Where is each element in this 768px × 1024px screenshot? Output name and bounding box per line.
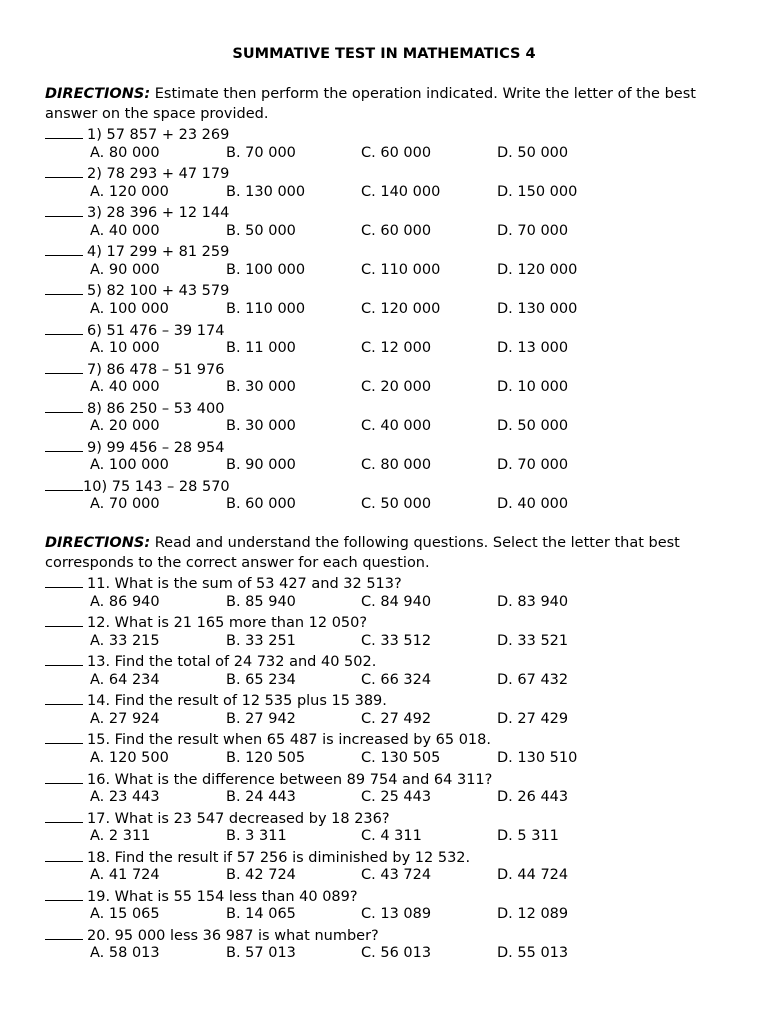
- answer-blank[interactable]: [45, 163, 83, 178]
- question-line: [45, 163, 229, 185]
- question-text: 13. Find the total of 24 732 and 40 502.: [87, 654, 377, 671]
- answer-blank[interactable]: [45, 437, 83, 452]
- question-text: 4) 17 299 + 81 259: [87, 244, 230, 261]
- answer-blank[interactable]: [45, 573, 83, 588]
- question-text: 16. What is the difference between 89 754 and 64 311?: [87, 771, 493, 788]
- choice-a: A. 15 065: [90, 906, 160, 923]
- choice-d: D. 27 429: [497, 710, 569, 727]
- choice-d: D. 83 940: [497, 593, 569, 610]
- question-line: [45, 359, 224, 381]
- question-item: [45, 124, 745, 163]
- choice-c: C. 27 492: [361, 710, 432, 727]
- choice-a: A. 2 311: [90, 828, 151, 845]
- answer-blank[interactable]: [45, 690, 83, 705]
- choice-c: C. 84 940: [361, 593, 432, 610]
- question-item: [45, 729, 745, 768]
- answer-blank[interactable]: [45, 886, 83, 901]
- choice-c: C. 13 089: [361, 906, 432, 923]
- question-line: [45, 690, 387, 712]
- directions-text: Estimate then perform the operation indicated. Write the letter of the best answer on the space provided.: [45, 86, 696, 122]
- choice-b: B. 42 724: [226, 867, 296, 884]
- question-line: [45, 437, 224, 459]
- choice-b: B. 14 065: [226, 906, 296, 923]
- choice-a: A. 80 000: [90, 144, 160, 161]
- choice-b: B. 27 942: [226, 710, 296, 727]
- question-text: 17. What is 23 547 decreased by 18 236?: [87, 810, 390, 827]
- question-line: [45, 124, 229, 146]
- question-line: [45, 769, 492, 791]
- choice-a: A. 27 924: [90, 710, 160, 727]
- question-line: [45, 476, 230, 498]
- choice-b: B. 90 000: [226, 457, 296, 474]
- choice-d: D. 130 510: [497, 749, 578, 766]
- choice-b: B. 30 000: [226, 379, 296, 396]
- question-item: [45, 320, 745, 359]
- directions-label: DIRECTIONS:: [45, 535, 151, 551]
- choice-b: B. 70 000: [226, 144, 296, 161]
- question-line: [45, 398, 224, 420]
- choice-d: D. 55 013: [497, 945, 569, 962]
- question-line: [45, 808, 390, 830]
- choice-b: B. 24 443: [226, 789, 296, 805]
- question-line: [45, 320, 224, 342]
- answer-blank[interactable]: [45, 202, 83, 217]
- choice-a: A. 120 500: [90, 749, 169, 766]
- question-item: [45, 163, 745, 202]
- question-text: 15. Find the result when 65 487 is increased by 65 018.: [87, 732, 491, 749]
- question-line: [45, 847, 470, 869]
- directions-label: DIRECTIONS:: [45, 86, 151, 102]
- choice-a: A. 41 724: [90, 867, 160, 884]
- answer-blank[interactable]: [45, 729, 83, 744]
- choice-b: B. 65 234: [226, 671, 296, 688]
- question-line: [45, 280, 229, 302]
- question-text: 10) 75 143 – 28 570: [83, 478, 230, 495]
- question-text: 9) 99 456 – 28 954: [87, 439, 225, 456]
- choice-c: C. 110 000: [361, 261, 441, 278]
- answer-blank[interactable]: [45, 808, 83, 823]
- question-item: [45, 886, 745, 925]
- choice-d: D. 120 000: [497, 261, 578, 278]
- choice-d: D. 33 521: [497, 632, 569, 649]
- choice-d: D. 70 000: [497, 222, 569, 239]
- choice-a: A. 90 000: [90, 261, 160, 278]
- answer-blank[interactable]: [45, 359, 83, 374]
- choice-d: D. 150 000: [497, 183, 578, 200]
- choice-a: A. 120 000: [90, 183, 169, 200]
- question-line: [45, 886, 358, 908]
- choice-c: C. 40 000: [361, 418, 432, 435]
- question-line: [45, 925, 379, 947]
- choice-d: D. 50 000: [497, 418, 569, 435]
- choice-c: C. 120 000: [361, 300, 441, 317]
- choice-a: A. 64 234: [90, 671, 160, 688]
- question-item: [45, 651, 745, 690]
- choice-c: C. 43 724: [361, 867, 432, 884]
- question-text: 11. What is the sum of 53 427 and 32 513?: [87, 576, 402, 592]
- question-item: [45, 280, 745, 319]
- choice-d: D. 70 000: [497, 457, 569, 474]
- answer-blank[interactable]: [45, 398, 83, 413]
- choice-d: D. 26 443: [497, 789, 569, 805]
- question-item: [45, 925, 745, 964]
- question-text: 1) 57 857 + 23 269: [87, 127, 230, 143]
- choice-b: B. 57 013: [226, 945, 296, 962]
- choice-c: C. 60 000: [361, 144, 432, 161]
- choice-a: A. 33 215: [90, 632, 160, 649]
- question-text: 6) 51 476 – 39 174: [87, 322, 225, 339]
- choice-d: D. 13 000: [497, 340, 569, 356]
- question-line: [45, 612, 367, 634]
- question-text: 20. 95 000 less 36 987 is what number?: [87, 927, 379, 944]
- choice-b: B. 120 505: [226, 749, 306, 766]
- choice-c: C. 60 000: [361, 222, 432, 239]
- answer-blank[interactable]: [45, 280, 83, 295]
- question-item: [45, 241, 745, 280]
- answer-blank[interactable]: [45, 241, 83, 256]
- directions-part-2: [45, 534, 735, 573]
- question-item: [45, 690, 745, 729]
- answer-blank[interactable]: [45, 124, 83, 139]
- choice-d: D. 67 432: [497, 671, 569, 688]
- question-text: 8) 86 250 – 53 400: [87, 400, 225, 417]
- choice-a: A. 86 940: [90, 593, 160, 610]
- choice-d: D. 5 311: [497, 828, 559, 845]
- choice-c: C. 130 505: [361, 749, 441, 766]
- choice-b: B. 33 251: [226, 632, 296, 649]
- choice-a: A. 40 000: [90, 222, 160, 239]
- choice-a: A. 23 443: [90, 789, 160, 805]
- question-text: 3) 28 396 + 12 144: [87, 205, 230, 222]
- question-line: [45, 573, 402, 595]
- choice-a: A. 70 000: [90, 496, 160, 513]
- question-line: [45, 729, 491, 751]
- answer-blank[interactable]: [45, 925, 83, 940]
- answer-blank[interactable]: [45, 651, 83, 666]
- choice-c: C. 66 324: [361, 671, 432, 688]
- directions-text: Read and understand the following questions. Select the letter that best corresponds to the correct answer for each question.: [45, 535, 680, 571]
- choice-c: C. 25 443: [361, 789, 432, 805]
- question-item: [45, 476, 745, 515]
- question-item: [45, 398, 745, 437]
- choice-c: C. 50 000: [361, 496, 432, 513]
- answer-blank[interactable]: [45, 769, 83, 784]
- choice-c: C. 80 000: [361, 457, 432, 474]
- question-text: 2) 78 293 + 47 179: [87, 166, 230, 183]
- question-line: [45, 651, 376, 673]
- choice-d: D. 50 000: [497, 144, 569, 161]
- choice-b: B. 3 311: [226, 828, 287, 845]
- choice-b: B. 110 000: [226, 300, 306, 317]
- choice-b: B. 11 000: [226, 340, 296, 356]
- question-item: [45, 359, 745, 398]
- question-text: 18. Find the result if 57 256 is diminished by 12 532.: [87, 849, 471, 866]
- choice-d: D. 12 089: [497, 906, 569, 923]
- question-item: [45, 847, 745, 886]
- choice-d: D. 10 000: [497, 379, 569, 396]
- question-item: [45, 202, 745, 241]
- question-item: [45, 573, 745, 612]
- choice-b: B. 100 000: [226, 261, 306, 278]
- question-line: [45, 241, 229, 263]
- choice-c: C. 4 311: [361, 828, 422, 845]
- choice-c: C. 12 000: [361, 340, 432, 356]
- choice-c: C. 140 000: [361, 183, 441, 200]
- question-line: [45, 202, 229, 224]
- question-text: 19. What is 55 154 less than 40 089?: [87, 888, 358, 905]
- question-text: 7) 86 478 – 51 976: [87, 361, 225, 378]
- question-item: [45, 808, 745, 847]
- question-item: [45, 437, 745, 476]
- choice-b: B. 130 000: [226, 183, 306, 200]
- page-title: SUMMATIVE TEST IN MATHEMATICS 4: [232, 46, 536, 62]
- choice-a: A. 10 000: [90, 340, 160, 356]
- choice-d: D. 40 000: [497, 496, 569, 513]
- choice-a: A. 20 000: [90, 418, 160, 435]
- choice-c: C. 56 013: [361, 945, 432, 962]
- question-text: 5) 82 100 + 43 579: [87, 283, 230, 300]
- answer-blank[interactable]: [45, 612, 83, 627]
- answer-blank[interactable]: [45, 847, 83, 862]
- choice-a: A. 100 000: [90, 300, 169, 317]
- choice-a: A. 58 013: [90, 945, 160, 962]
- answer-blank[interactable]: [45, 320, 83, 335]
- choice-c: C. 33 512: [361, 632, 432, 649]
- choice-d: D. 44 724: [497, 867, 569, 884]
- choice-a: A. 100 000: [90, 457, 169, 474]
- question-text: 12. What is 21 165 more than 12 050?: [87, 615, 368, 632]
- choice-b: B. 50 000: [226, 222, 296, 239]
- choice-b: B. 85 940: [226, 593, 296, 610]
- question-item: [45, 769, 745, 808]
- choice-b: B. 30 000: [226, 418, 296, 435]
- question-item: [45, 612, 745, 651]
- choice-b: B. 60 000: [226, 496, 296, 513]
- question-text: 14. Find the result of 12 535 plus 15 389.: [87, 693, 387, 710]
- choice-d: D. 130 000: [497, 300, 578, 317]
- answer-blank[interactable]: [45, 476, 83, 491]
- directions-part-1: [45, 85, 735, 124]
- choice-c: C. 20 000: [361, 379, 432, 396]
- choice-a: A. 40 000: [90, 379, 160, 396]
